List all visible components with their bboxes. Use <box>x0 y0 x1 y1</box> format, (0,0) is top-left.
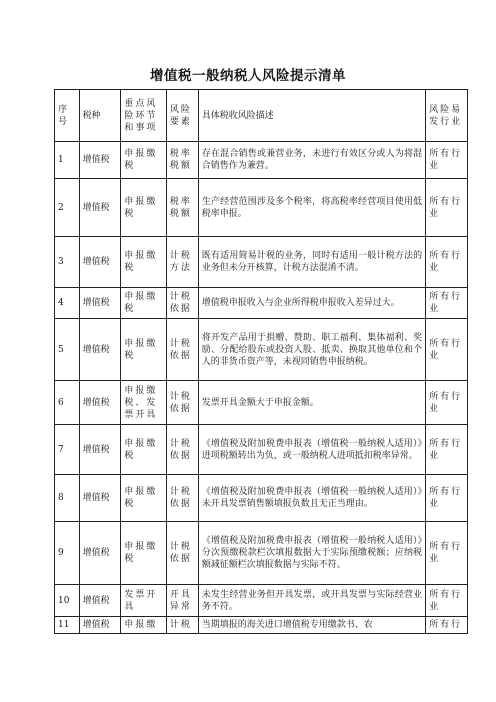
cell-industry: 所有行业 <box>426 179 468 237</box>
table-row <box>55 617 468 634</box>
cell-description: 发票开具金额大于申报金额。 <box>198 381 425 425</box>
cell-element: 税率税额 <box>166 142 198 179</box>
cell-industry: 所有行 <box>426 617 468 634</box>
cell-description: 生产经营范围涉及多个税率，将高税率经营项目使用低税率申报。 <box>198 179 425 237</box>
cell-tax-type: 增值税 <box>79 288 121 319</box>
cell-no: 5 <box>55 319 80 381</box>
cell-description: 《增值税及附加税费申报表（增值税一般纳税人适用）》进项税额转出为负，或一般纳税人进项抵扣税率异常。 <box>198 425 425 475</box>
cell-item: 发票开具 <box>121 585 166 617</box>
cell-tax-type: 增值税 <box>79 179 121 237</box>
cell-no: 7 <box>55 425 80 475</box>
cell-element: 计税依据 <box>166 381 198 425</box>
cell-item: 申报缴税 <box>121 475 166 522</box>
cell-tax-type: 增值税 <box>79 475 121 522</box>
table-row <box>55 522 468 585</box>
cell-industry: 所有行业 <box>426 585 468 617</box>
cell-no: 1 <box>55 142 80 179</box>
table-row <box>55 585 468 617</box>
table-row <box>55 319 468 381</box>
cell-item: 申报缴税 <box>121 288 166 319</box>
table-row <box>55 475 468 522</box>
cell-industry: 所有行业 <box>426 475 468 522</box>
cell-element: 计税依据 <box>166 522 198 585</box>
cell-element: 计税方法 <box>166 237 198 288</box>
header-item: 重点风险环节和事项 <box>121 90 166 142</box>
cell-description: 增值税申报收入与企业所得税申报收入差异过大。 <box>198 288 425 319</box>
cell-item: 申报缴税 <box>121 522 166 585</box>
cell-no: 8 <box>55 475 80 522</box>
cell-tax-type: 增值税 <box>79 617 121 634</box>
cell-industry: 所有行业 <box>426 319 468 381</box>
cell-item: 申报缴税 <box>121 237 166 288</box>
cell-description: 当期填报的海关进口增值税专用缴款书、农 <box>198 617 425 634</box>
cell-description: 存在混合销售或兼营业务，未进行有效区分或人为将混合销售作为兼营。 <box>198 142 425 179</box>
cell-no: 11 <box>55 617 80 634</box>
cell-element: 计税依据 <box>166 319 198 381</box>
cell-no: 10 <box>55 585 80 617</box>
cell-industry: 所有行业 <box>426 142 468 179</box>
cell-no: 3 <box>55 237 80 288</box>
cell-no: 4 <box>55 288 80 319</box>
table-row <box>55 179 468 237</box>
cell-description: 将开发产品用于捐赠、赞助、职工福利、集体福利、奖励、分配给股东或投资人股、抵卖、换取其他单位和个人的非货币资产等，未视同销售申报纳税。 <box>198 319 425 381</box>
table-row <box>55 381 468 425</box>
cell-description: 《增值税及附加税费申报表（增值税一般纳税人适用）》分次预缴税款栏次填报数据大于实际预缴税额；应纳税额减征额栏次填报数据与实际不符。 <box>198 522 425 585</box>
table-row <box>55 288 468 319</box>
cell-tax-type: 增值税 <box>79 142 121 179</box>
cell-tax-type: 增值税 <box>79 381 121 425</box>
cell-element: 计税依据 <box>166 425 198 475</box>
table-header-row <box>55 90 468 142</box>
cell-item: 申报缴税 <box>121 142 166 179</box>
cell-item: 申报缴税 <box>121 179 166 237</box>
cell-industry: 所有行业 <box>426 522 468 585</box>
header-tax-type: 税种 <box>79 90 121 142</box>
header-industry: 风险易发行业 <box>426 90 468 142</box>
cell-element: 计税依据 <box>166 475 198 522</box>
cell-no: 2 <box>55 179 80 237</box>
cell-industry: 所有行业 <box>426 237 468 288</box>
table-row <box>55 237 468 288</box>
cell-item: 申报缴税 <box>121 425 166 475</box>
table-row <box>55 425 468 475</box>
header-element: 风险要素 <box>166 90 198 142</box>
cell-no: 9 <box>55 522 80 585</box>
cell-element: 税率税额 <box>166 179 198 237</box>
cell-tax-type: 增值税 <box>79 585 121 617</box>
header-no: 序号 <box>55 90 80 142</box>
risk-list-table <box>54 89 468 634</box>
cell-description: 既有适用简易计税的业务，同时有适用一般计税方法的业务但未分开核算，计税方法混淆不清。 <box>198 237 425 288</box>
cell-item: 申报缴税、发票开具 <box>121 381 166 425</box>
cell-tax-type: 增值税 <box>79 237 121 288</box>
header-description: 具体税收风险描述 <box>198 90 425 142</box>
page-title: 增值税一般纳税人风险提示清单 <box>150 68 346 84</box>
table-row <box>55 142 468 179</box>
cell-industry: 所有行业 <box>426 425 468 475</box>
cell-description: 《增值税及附加税费申报表（增值税一般纳税人适用）》未开具发票销售额填报负数且无正当理由。 <box>198 475 425 522</box>
cell-industry: 所有行业 <box>426 381 468 425</box>
cell-element: 开具异常 <box>166 585 198 617</box>
cell-tax-type: 增值税 <box>79 425 121 475</box>
cell-element: 计税依据 <box>166 288 198 319</box>
cell-description: 未发生经营业务但开具发票，或开具发票与实际经营业务不符。 <box>198 585 425 617</box>
cell-item: 申报缴税 <box>121 319 166 381</box>
cell-tax-type: 增值税 <box>79 522 121 585</box>
cell-no: 6 <box>55 381 80 425</box>
cell-tax-type: 增值税 <box>79 319 121 381</box>
cell-industry: 所有行业 <box>426 288 468 319</box>
cell-element: 计税 <box>166 617 198 634</box>
cell-item: 申报缴 <box>121 617 166 634</box>
